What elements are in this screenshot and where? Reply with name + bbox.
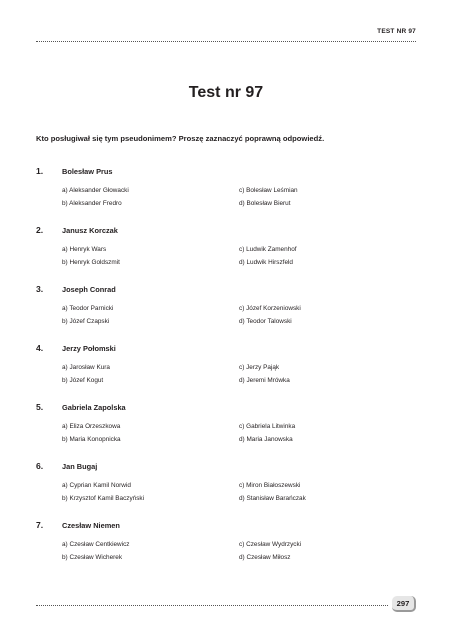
question-item (36, 343, 416, 402)
answer-option-d[interactable]: d) Bolesław Bierut (239, 200, 291, 207)
answer-option-c[interactable]: c) Jerzy Pająk (239, 364, 280, 371)
answer-option-d[interactable]: d) Czesław Miłosz (239, 554, 291, 561)
question-text: Jerzy Połomski (62, 344, 116, 353)
answer-option-a[interactable]: a) Teodor Parnicki (62, 305, 114, 312)
answer-option-c[interactable]: c) Miron Białoszewski (239, 482, 301, 489)
answer-option-a[interactable]: a) Cyprian Kamil Norwid (62, 482, 131, 489)
question-item (36, 402, 416, 461)
answer-option-a[interactable]: a) Henryk Wars (62, 246, 107, 253)
question-number: 3. (36, 284, 44, 294)
question-number: 5. (36, 402, 44, 412)
footer-divider (36, 605, 388, 606)
answer-option-d[interactable]: d) Jeremi Mrówka (239, 377, 290, 384)
answer-option-a[interactable]: a) Eliza Orzeszkowa (62, 423, 121, 430)
page-title: Test nr 97 (188, 84, 264, 101)
question-item (36, 166, 416, 225)
answer-option-d[interactable]: d) Maria Janowska (239, 436, 293, 443)
question-item (36, 225, 416, 284)
answer-options (62, 184, 416, 210)
question-number: 1. (36, 166, 44, 176)
answer-option-b[interactable]: b) Czesław Wicherek (62, 554, 123, 561)
question-text: Janusz Korczak (62, 226, 118, 235)
answer-option-d[interactable]: d) Stanisław Barańczak (239, 495, 306, 502)
answer-option-d[interactable]: d) Ludwik Hirszfeld (239, 259, 293, 266)
answer-option-c[interactable]: c) Bolesław Leśmian (239, 187, 298, 194)
answer-option-a[interactable]: a) Jarosław Kura (62, 364, 110, 371)
question-item (36, 461, 416, 520)
answer-options (62, 302, 416, 328)
instruction-text: Kto posługiwał się tym pseudonimem? Proszę zaznaczyć poprawną odpowiedź. (36, 134, 325, 143)
answer-option-d[interactable]: d) Teodor Talowski (239, 318, 292, 325)
question-text: Gabriela Zapolska (62, 403, 126, 412)
question-number: 4. (36, 343, 44, 353)
answer-options (62, 361, 416, 387)
question-number: 6. (36, 461, 44, 471)
answer-option-b[interactable]: b) Józef Czapski (62, 318, 110, 325)
answer-option-c[interactable]: c) Józef Korzeniowski (239, 305, 301, 312)
answer-option-b[interactable]: b) Maria Konopnicka (62, 436, 121, 443)
question-text: Joseph Conrad (62, 285, 116, 294)
question-number: 7. (36, 520, 44, 530)
answer-options (62, 243, 416, 269)
question-item (36, 520, 416, 579)
answer-option-c[interactable]: c) Gabriela Litwinka (239, 423, 296, 430)
question-item (36, 284, 416, 343)
answer-options (62, 420, 416, 446)
answer-option-b[interactable]: b) Józef Kogut (62, 377, 104, 384)
running-header: TEST NR 97 (377, 28, 416, 35)
question-list (36, 166, 416, 579)
answer-option-c[interactable]: c) Czesław Wydrzycki (239, 541, 302, 548)
answer-option-b[interactable]: b) Krzysztof Kamil Baczyński (62, 495, 145, 502)
answer-option-a[interactable]: a) Czesław Centkiewicz (62, 541, 130, 548)
question-text: Bolesław Prus (62, 167, 113, 176)
answer-option-a[interactable]: a) Aleksander Głowacki (62, 187, 129, 194)
page-number: 297 (392, 596, 416, 612)
answer-options (62, 538, 416, 564)
answer-option-b[interactable]: b) Aleksander Fredro (62, 200, 122, 207)
header-divider (36, 41, 416, 42)
question-text: Jan Bugaj (62, 462, 98, 471)
answer-options (62, 479, 416, 505)
question-number: 2. (36, 225, 44, 235)
question-text: Czesław Niemen (62, 521, 120, 530)
answer-option-b[interactable]: b) Henryk Goldszmit (62, 259, 120, 266)
answer-option-c[interactable]: c) Ludwik Zamenhof (239, 246, 297, 253)
